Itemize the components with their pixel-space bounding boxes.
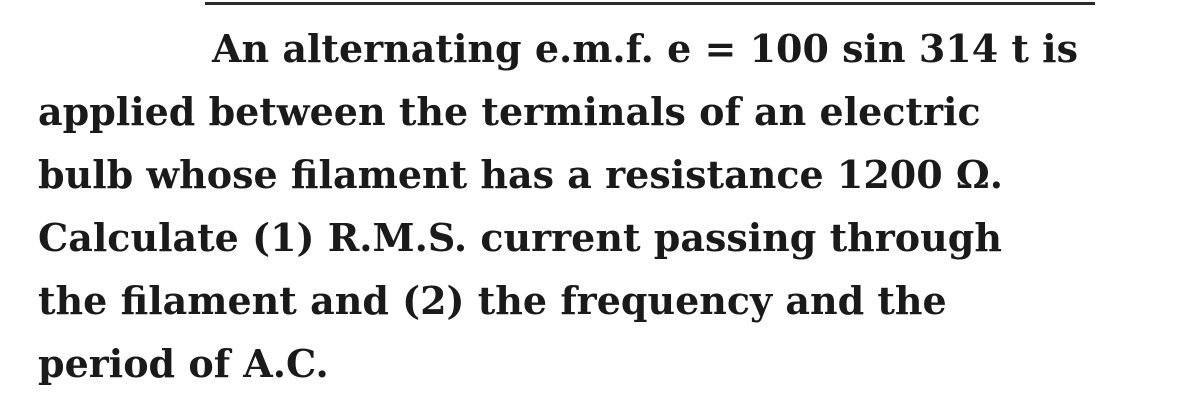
problem-line-1: An alternating e.m.f. e = 100 sin 314 t is <box>212 26 1078 71</box>
problem-line-4: Calculate (1) R.M.S. current passing through <box>38 215 1002 260</box>
problem-line-5: the filament and (2) the frequency and the <box>38 278 947 323</box>
problem-line-6: period of A.C. <box>38 341 329 386</box>
problem-line-2: applied between the terminals of an electric <box>38 89 981 134</box>
problem-line-3: bulb whose filament has a resistance 1200 Ω. <box>38 152 1003 197</box>
top-rule <box>205 2 1095 5</box>
